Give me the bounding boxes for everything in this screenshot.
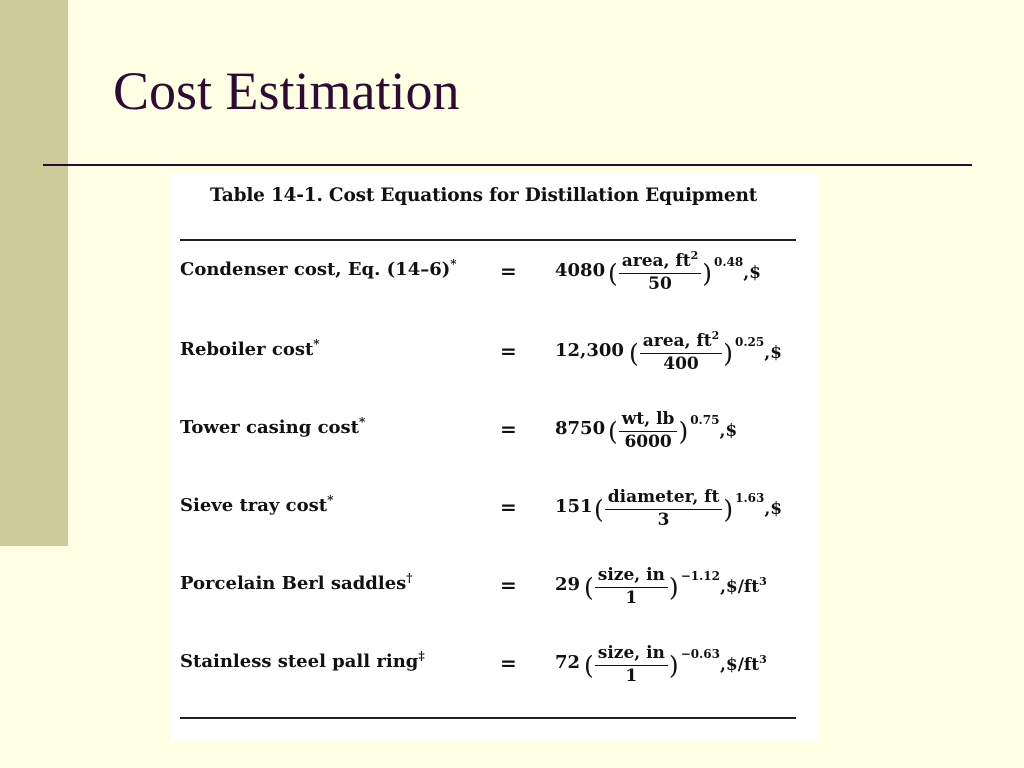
unit: $,\$/ft^3$ — [719, 575, 767, 597]
fraction — [595, 566, 668, 608]
fraction — [595, 644, 668, 686]
fraction-numerator: area, $ft^2$ — [640, 332, 722, 354]
equation-expression: ( $\frac{wt, lb}{6000}$ ) 0.75 ,$ — [608, 408, 738, 452]
fraction-numerator: size, in — [595, 644, 668, 666]
fraction — [605, 488, 723, 530]
exponent: 0.25 — [735, 335, 765, 349]
fraction-numerator: area, $ft^2$ — [619, 252, 701, 274]
fraction-denominator: 400 — [663, 353, 699, 374]
equation-expression: ( $\frac{area, ft^2}{400}$ ) 0.25 ,$ — [629, 328, 782, 374]
table-top-rule — [180, 239, 796, 241]
equals-sign: = — [500, 495, 517, 519]
equation-row-reboiler — [170, 323, 820, 383]
equation-label: Condenser cost, Eq. (14–6)* — [180, 257, 457, 280]
footnote-mark: * — [327, 493, 334, 507]
unit: ,$ — [764, 499, 783, 519]
exponent: 1.63 — [735, 491, 765, 505]
equation-label: Sieve tray cost* — [180, 493, 334, 516]
table-bottom-rule — [180, 717, 796, 719]
equation-coefficient: 8750 — [555, 418, 606, 439]
fraction-denominator: 1 — [625, 587, 638, 608]
exponent: 0.48 — [714, 255, 744, 269]
unit: ,$ — [743, 263, 761, 283]
equation-row-condenser — [170, 243, 820, 303]
equals-sign: = — [500, 573, 517, 597]
slide-title: Cost Estimation — [113, 61, 460, 121]
equation-coefficient: 12,300 — [555, 340, 624, 361]
unit: ,$ — [764, 343, 782, 363]
exponent: −0.63 — [680, 647, 720, 661]
footnote-mark: * — [313, 337, 320, 351]
equation-row-sieve-tray — [170, 479, 820, 539]
equals-sign: = — [500, 259, 517, 283]
unit: $,\$/ft^3$ — [719, 653, 767, 675]
equals-sign: = — [500, 417, 517, 441]
equation-expression: ( $\frac{\text{size, in}}{1}$ ) −1.12 $,\$/ft^3$ — [584, 564, 767, 608]
equation-coefficient: 151 — [555, 496, 593, 517]
fraction-numerator: size, in — [595, 566, 668, 588]
equals-sign: = — [500, 651, 517, 675]
fraction-numerator: diameter, ft — [605, 488, 723, 510]
footnote-mark: * — [450, 257, 457, 271]
equation-label: Reboiler cost* — [180, 337, 320, 360]
exponent: 0.75 — [690, 413, 720, 427]
equation-row-pall-ring — [170, 635, 820, 695]
footnote-mark: ‡ — [418, 649, 425, 663]
unit: ,$ — [719, 421, 738, 441]
footnote-mark: † — [406, 571, 413, 585]
equals-sign: = — [500, 339, 517, 363]
equation-label: Porcelain Berl saddles† — [180, 571, 413, 594]
equation-coefficient: 72 — [555, 652, 581, 673]
title-divider — [43, 164, 972, 166]
cost-equations-table — [170, 173, 820, 741]
equation-coefficient: 29 — [555, 574, 581, 595]
fraction-numerator: wt, lb — [619, 410, 678, 432]
equation-row-berl-saddles — [170, 557, 820, 617]
fraction-denominator: 1 — [625, 665, 638, 686]
equation-expression: ( $\frac{\text{diameter, ft}}{3}$ ) 1.63 ,$ — [594, 486, 783, 530]
fraction-denominator: 50 — [648, 273, 672, 294]
footnote-mark: * — [358, 415, 366, 429]
table-caption: Table 14-1. Cost Equations for Distillation Equipment — [210, 185, 758, 206]
fraction-denominator: 3 — [657, 509, 670, 530]
equation-label: Tower casing cost* — [180, 415, 366, 438]
equation-expression: ( $\frac{\text{size, in}}{1}$ ) −0.63 $,\$/ft^3$ — [584, 642, 767, 686]
equation-label: Stainless steel pall ring‡ — [180, 649, 425, 672]
equation-row-tower-casing — [170, 401, 820, 461]
side-accent-bar — [0, 0, 68, 546]
fraction-denominator: 6000 — [624, 431, 672, 452]
equation-coefficient: 4080 — [555, 260, 606, 281]
fraction — [619, 410, 678, 452]
equation-expression: ( $\frac{area, ft^2}{50}$ ) 0.48 ,$ — [608, 248, 761, 294]
exponent: −1.12 — [680, 569, 720, 583]
